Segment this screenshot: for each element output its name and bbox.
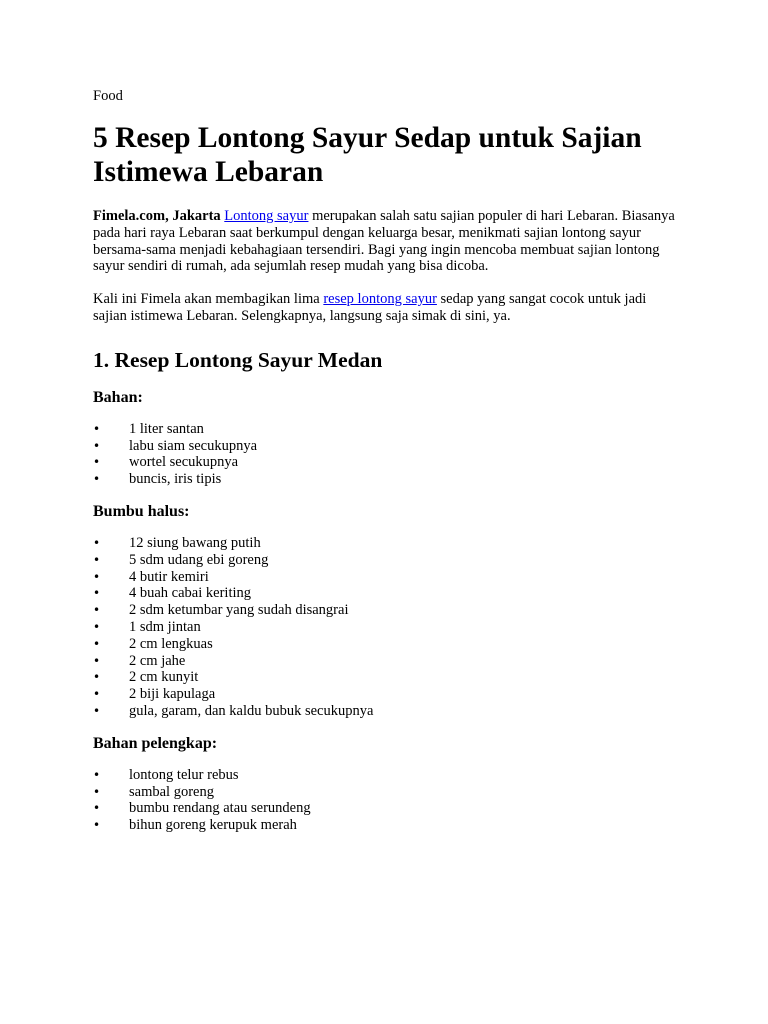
list-item: • 1 liter santan <box>93 421 675 438</box>
list-item: • buncis, iris tipis <box>93 471 675 488</box>
intro-text: merupakan salah satu sajian populer di hari Lebaran. Biasanya pada hari raya Lebaran saat berkumpul dengan keluarga besar, menikmati sajian lontong sayur bersama-sama menjadi kebahagiaan tersendiri. Bagi yang ingin mencoba membuat sajian lontong sayur sendiri di rumah, ada sejumlah resep mudah yang bisa dicoba. <box>93 208 675 275</box>
list-item: • gula, garam, dan kaldu bubuk secukupnya <box>93 703 675 720</box>
list-item: • sambal goreng <box>93 784 675 801</box>
bumbu-list <box>93 535 675 720</box>
resep-lontong-sayur-link[interactable]: resep lontong sayur <box>323 291 437 308</box>
list-item: • 2 cm lengkuas <box>93 636 675 653</box>
intro-paragraph <box>93 208 675 275</box>
list-item: • 2 biji kapulaga <box>93 686 675 703</box>
source-label: Fimela.com, Jakarta <box>93 208 221 224</box>
list-item: • labu siam secukupnya <box>93 438 675 455</box>
list-item: • 12 siung bawang putih <box>93 535 675 552</box>
list-item: • 2 sdm ketumbar yang sudah disangrai <box>93 602 675 619</box>
bahan-list <box>93 421 675 488</box>
list-item: • wortel secukupnya <box>93 454 675 471</box>
second-paragraph <box>93 291 675 325</box>
para2-after: sedap yang sangat cocok untuk jadi sajian istimewa Lebaran. Selengkapnya, langsung saja simak di sini, ya. <box>93 291 647 324</box>
list-item: • 2 cm jahe <box>93 653 675 670</box>
article-title: 5 Resep Lontong Sayur Sedap untuk Sajian Istimewa Lebaran <box>93 122 642 188</box>
list-item: • lontong telur rebus <box>93 767 675 784</box>
list-item: • 4 butir kemiri <box>93 569 675 586</box>
section-heading: 1. Resep Lontong Sayur Medan <box>93 347 383 372</box>
list-item: • 2 cm kunyit <box>93 669 675 686</box>
category-label: Food <box>93 88 123 104</box>
pelengkap-list <box>93 767 675 834</box>
bahan-heading: Bahan: <box>93 388 143 406</box>
para2-before: Kali ini Fimela akan membagikan lima <box>93 291 324 308</box>
list-item: • 4 buah cabai keriting <box>93 585 675 602</box>
list-item: • 1 sdm jintan <box>93 619 675 636</box>
pelengkap-heading: Bahan pelengkap: <box>93 734 218 752</box>
list-item: • 5 sdm udang ebi goreng <box>93 552 675 569</box>
lontong-sayur-link[interactable]: Lontong sayur <box>224 208 309 224</box>
list-item: • bihun goreng kerupuk merah <box>93 817 675 834</box>
bumbu-heading: Bumbu halus: <box>93 502 190 520</box>
list-item: • bumbu rendang atau serundeng <box>93 800 675 817</box>
